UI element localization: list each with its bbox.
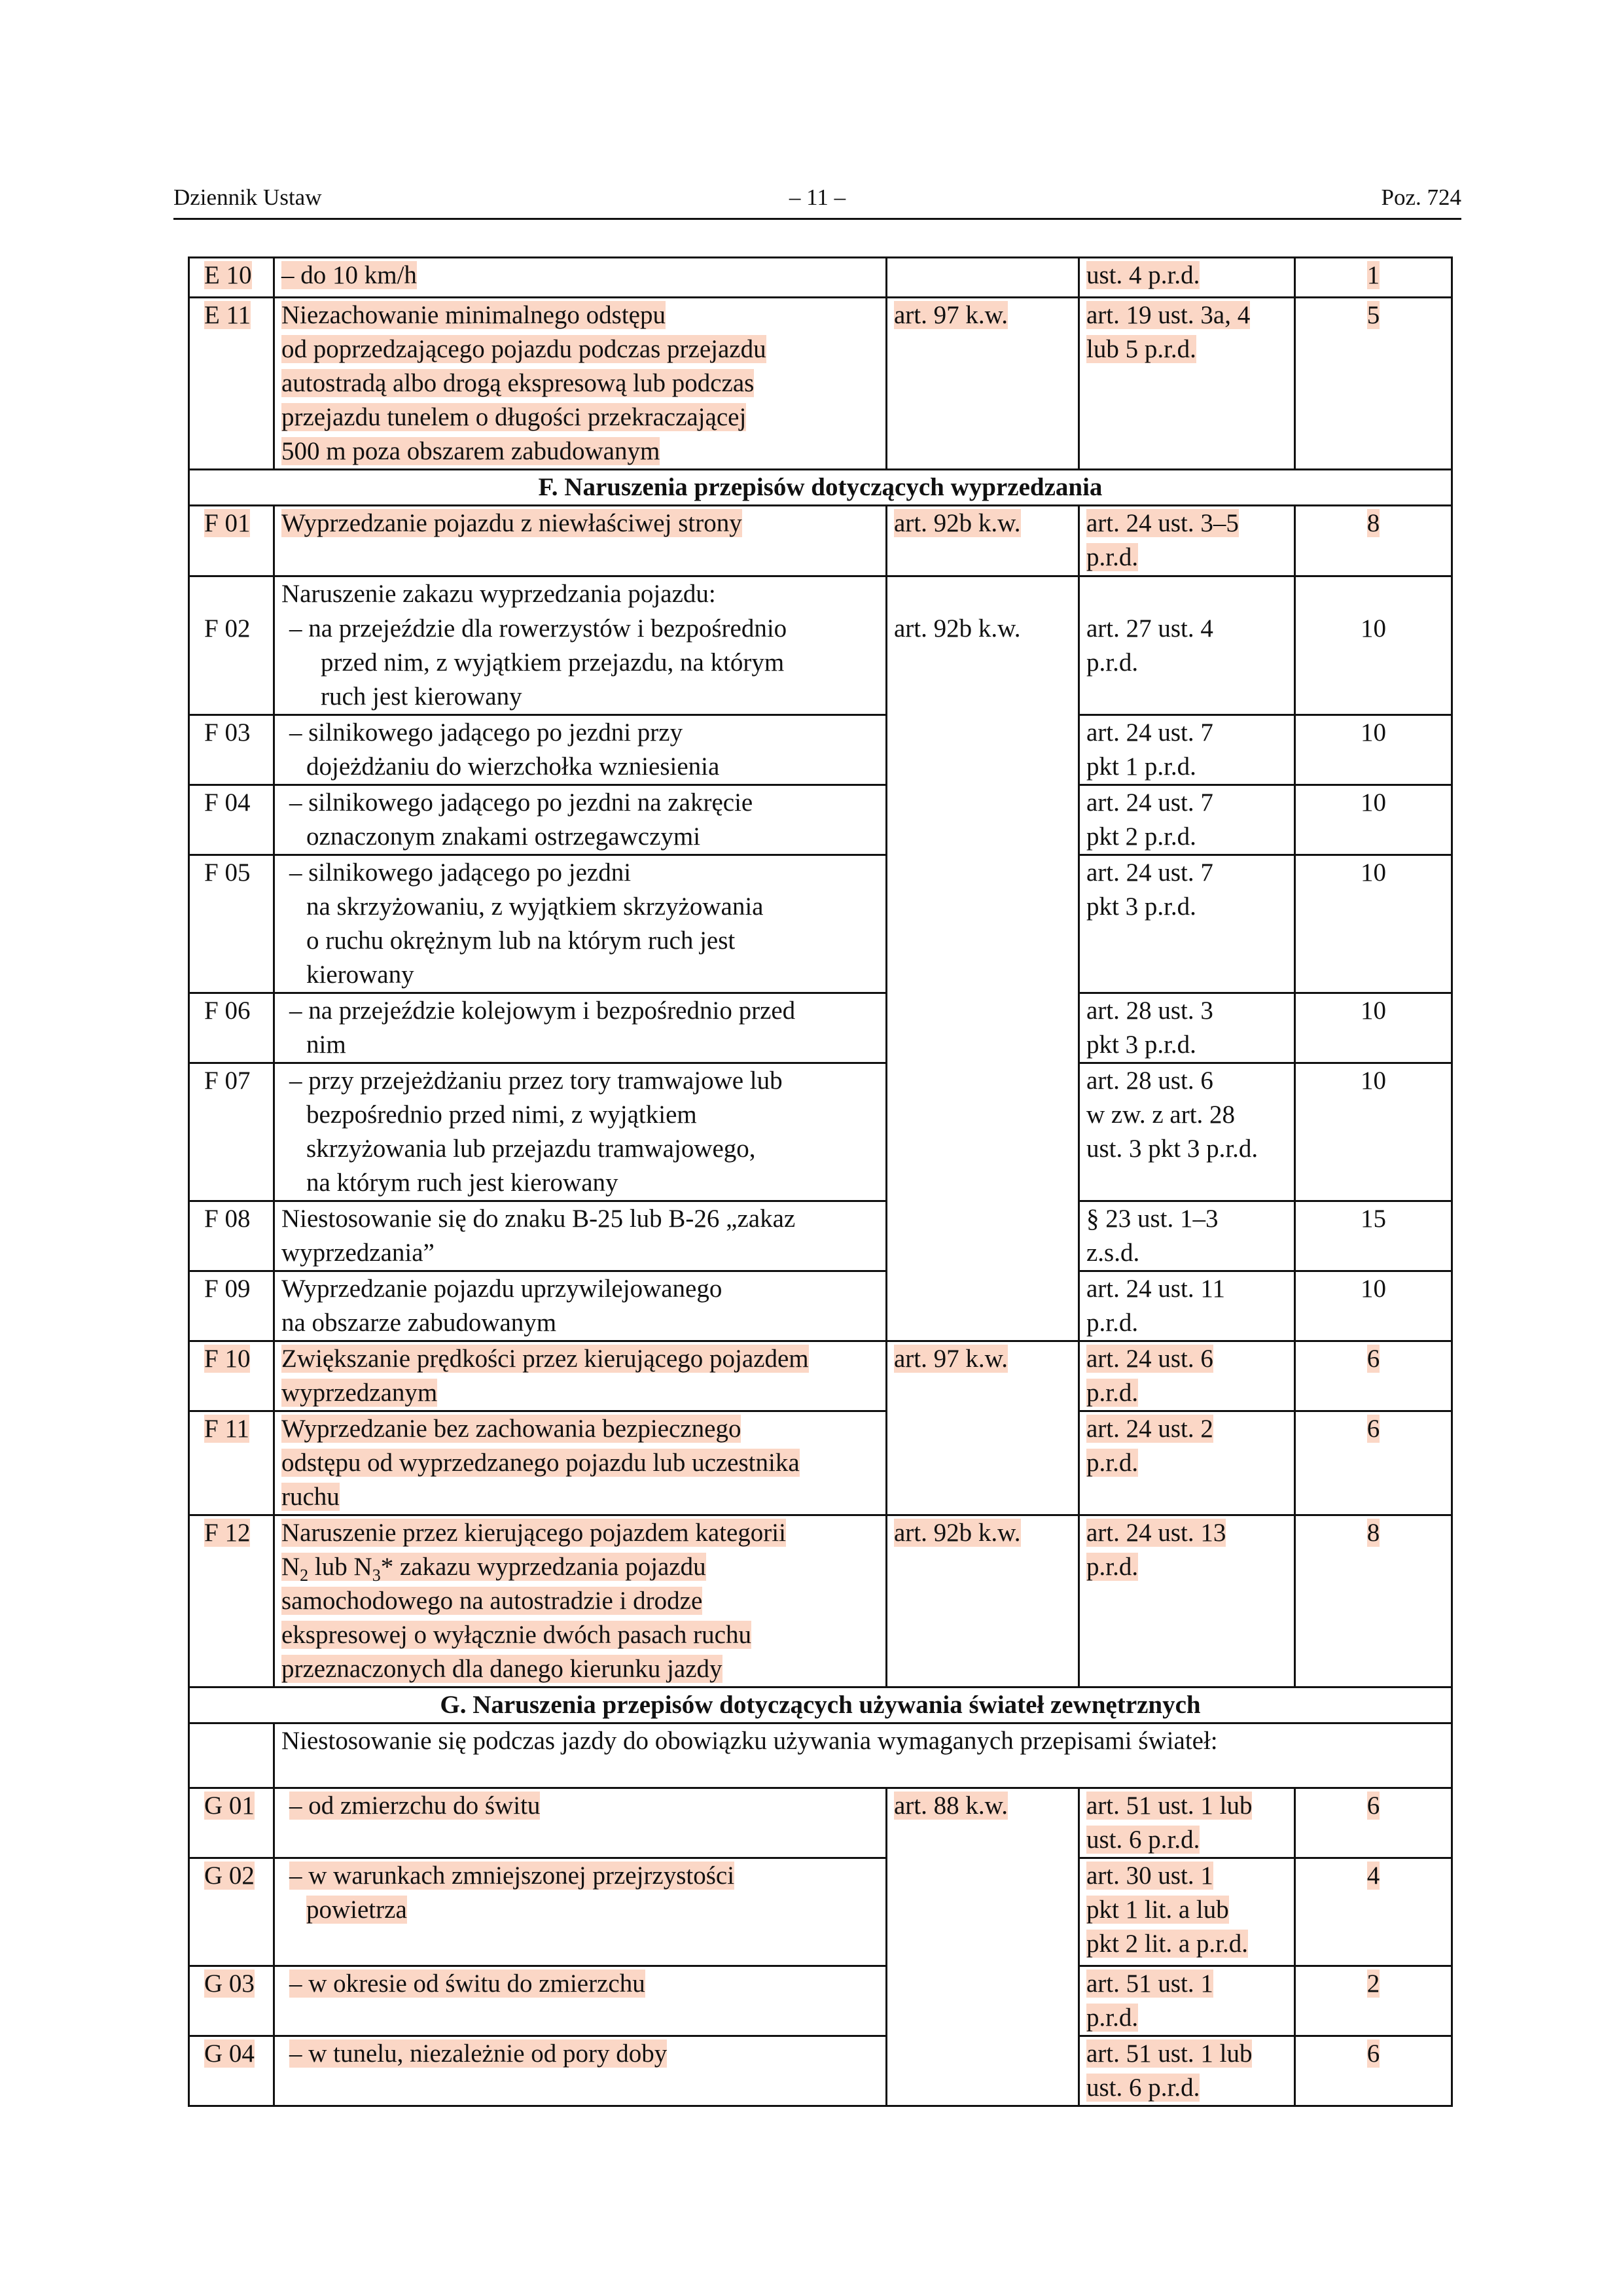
description-cell: – w tunelu, niezależnie od pory doby [274,2036,887,2106]
description-cell: – na przejeździe kolejowym i bezpośrednio przed nim [274,993,887,1063]
description-cell: – silnikowego jadącego po jezdni na skrzyżowaniu, z wyjątkiem skrzyżowania o ruchu okrężnym lub na którym ruch jest kierowany [274,855,887,993]
kw-cell [887,1271,1079,1341]
table-row [189,1201,1452,1271]
points-cell: 6 [1295,1788,1452,1858]
points-cell: 10 [1295,612,1452,715]
code-cell: E 10 [189,258,274,298]
prd-cell: art. 27 ust. 4 p.r.d. [1079,612,1295,715]
code-cell: F 02 [189,612,274,715]
kw-cell: art. 92b k.w. [887,506,1079,576]
points-cell: 6 [1295,2036,1452,2106]
kw-cell [887,1201,1079,1271]
points-cell: 10 [1295,855,1452,993]
points-cell: 6 [1295,1411,1452,1515]
table-row [189,612,1452,715]
page-number: – 11 – [789,185,846,210]
code-cell: F 09 [189,1271,274,1341]
table-row [189,1271,1452,1341]
prd-cell: art. 19 ust. 3a, 4 lub 5 p.r.d. [1079,298,1295,470]
points-cell: 1 [1295,258,1452,298]
description-cell: – na przejeździe dla rowerzystów i bezpośrednio przed nim, z wyjątkiem przejazdu, na którym ruch jest kierowany [274,612,887,715]
table-row [189,298,1452,470]
description-cell: Niestosowanie się do znaku B-25 lub B-26 „zakaz wyprzedzania” [274,1201,887,1271]
code-cell: E 11 [189,298,274,470]
section-row [189,470,1452,506]
points-cell: 5 [1295,298,1452,470]
table-row [189,993,1452,1063]
intro-text: Niestosowanie się podczas jazdy do obowiązku używania wymaganych przepisami świateł: [274,1723,1452,1788]
table-row [189,506,1452,576]
prd-cell: art. 24 ust. 2 p.r.d. [1079,1411,1295,1515]
table-row [189,1966,1452,2036]
violations-table [188,256,1453,2107]
code-cell: F 07 [189,1063,274,1201]
code-cell: F 04 [189,785,274,855]
table-row [189,1341,1452,1411]
prd-cell: art. 24 ust. 11 p.r.d. [1079,1271,1295,1341]
points-cell: 2 [1295,1966,1452,2036]
prd-cell: art. 24 ust. 7 pkt 3 p.r.d. [1079,855,1295,993]
kw-cell: art. 97 k.w. [887,298,1079,470]
prd-cell: art. 24 ust. 7 pkt 1 p.r.d. [1079,715,1295,785]
description-cell: Niezachowanie minimalnego odstępu od poprzedzającego pojazdu podczas przejazdu autostradą albo drogą ekspresową lub podczas przejazdu tunelem o długości przekraczającej 500 m poza obszarem zabudowanym [274,298,887,470]
code-cell [189,576,274,612]
description-cell: Zwiększanie prędkości przez kierującego pojazdem wyprzedzanym [274,1341,887,1411]
kw-cell [887,785,1079,855]
table-row [189,258,1452,298]
description-cell: – silnikowego jadącego po jezdni na zakręcie oznaczonym znakami ostrzegawczymi [274,785,887,855]
description-cell: – w warunkach zmniejszonej przejrzystości powietrza [274,1858,887,1966]
kw-cell: art. 97 k.w. [887,1341,1079,1411]
code-cell [189,1723,274,1788]
prd-cell [1079,576,1295,612]
kw-cell: art. 88 k.w. [887,1788,1079,1858]
points-cell: 8 [1295,1515,1452,1687]
kw-cell [887,1411,1079,1515]
prd-cell: art. 24 ust. 3–5 p.r.d. [1079,506,1295,576]
points-cell: 10 [1295,715,1452,785]
page-header [173,185,1461,217]
table-row [189,1788,1452,1858]
code-cell: F 05 [189,855,274,993]
code-cell: F 06 [189,993,274,1063]
description-cell: – przy przejeżdżaniu przez tory tramwajowe lub bezpośrednio przed nimi, z wyjątkiem skrzyżowania lub przejazdu tramwajowego, na którym ruch jest kierowany [274,1063,887,1201]
prd-cell: art. 30 ust. 1 pkt 1 lit. a lub pkt 2 lit. a p.r.d. [1079,1858,1295,1966]
prd-cell: ust. 4 p.r.d. [1079,258,1295,298]
table-row [189,1515,1452,1687]
code-cell: G 04 [189,2036,274,2106]
table-row [189,1063,1452,1201]
journal-name: Dziennik Ustaw [173,185,322,210]
points-cell: 10 [1295,1063,1452,1201]
section-f-heading: F. Naruszenia przepisów dotyczących wyprzedzania [189,470,1452,506]
kw-cell: art. 92b k.w. [887,612,1079,715]
prd-cell: art. 51 ust. 1 lub ust. 6 p.r.d. [1079,1788,1295,1858]
kw-cell: art. 92b k.w. [887,1515,1079,1687]
prd-cell: § 23 ust. 1–3 z.s.d. [1079,1201,1295,1271]
kw-cell [887,258,1079,298]
prd-cell: art. 24 ust. 7 pkt 2 p.r.d. [1079,785,1295,855]
table-row [189,1723,1452,1788]
points-cell [1295,576,1452,612]
position-number: Poz. 724 [1381,185,1461,210]
kw-cell [887,2036,1079,2106]
kw-cell [887,993,1079,1063]
kw-cell [887,855,1079,993]
prd-cell: art. 51 ust. 1 lub ust. 6 p.r.d. [1079,2036,1295,2106]
code-cell: G 02 [189,1858,274,1966]
kw-cell [887,1858,1079,1966]
intro-text: Naruszenie zakazu wyprzedzania pojazdu: [274,576,887,612]
code-cell: F 03 [189,715,274,785]
description-cell: – w okresie od świtu do zmierzchu [274,1966,887,2036]
points-cell: 8 [1295,506,1452,576]
code-cell: F 11 [189,1411,274,1515]
table-row [189,785,1452,855]
table-row [189,1411,1452,1515]
code-cell: F 12 [189,1515,274,1687]
prd-cell: art. 28 ust. 6 w zw. z art. 28 ust. 3 pkt 3 p.r.d. [1079,1063,1295,1201]
points-cell: 15 [1295,1201,1452,1271]
points-cell: 4 [1295,1858,1452,1966]
points-cell: 10 [1295,993,1452,1063]
code-cell: F 01 [189,506,274,576]
description-cell: Wyprzedzanie bez zachowania bezpiecznego odstępu od wyprzedzanego pojazdu lub uczestnika ruchu [274,1411,887,1515]
kw-cell [887,715,1079,785]
description-cell: – silnikowego jadącego po jezdni przy dojeżdżaniu do wierzchołka wzniesienia [274,715,887,785]
prd-cell: art. 24 ust. 6 p.r.d. [1079,1341,1295,1411]
kw-cell [887,576,1079,612]
section-g-heading: G. Naruszenia przepisów dotyczących używania świateł zewnętrznych [189,1687,1452,1723]
table-row [189,715,1452,785]
prd-cell: art. 28 ust. 3 pkt 3 p.r.d. [1079,993,1295,1063]
description-cell: Wyprzedzanie pojazdu uprzywilejowanego na obszarze zabudowanym [274,1271,887,1341]
table-row [189,1858,1452,1966]
code-cell: G 01 [189,1788,274,1858]
table-row [189,2036,1452,2106]
points-cell: 6 [1295,1341,1452,1411]
kw-cell [887,1063,1079,1201]
kw-cell [887,1966,1079,2036]
table-row [189,855,1452,993]
code-cell: F 10 [189,1341,274,1411]
description-cell: – od zmierzchu do świtu [274,1788,887,1858]
section-row [189,1687,1452,1723]
points-cell: 10 [1295,1271,1452,1341]
prd-cell: art. 51 ust. 1 p.r.d. [1079,1966,1295,2036]
description-cell: Wyprzedzanie pojazdu z niewłaściwej strony [274,506,887,576]
code-cell: G 03 [189,1966,274,2036]
table-row [189,576,1452,612]
header-rule [173,218,1461,220]
description-cell: – do 10 km/h [274,258,887,298]
prd-cell: art. 24 ust. 13 p.r.d. [1079,1515,1295,1687]
points-cell: 10 [1295,785,1452,855]
code-cell: F 08 [189,1201,274,1271]
description-cell: Naruszenie przez kierującego pojazdem kategorii $N_2$ lub $N_3*$ zakazu wyprzedzania pojazdu samochodowego na autostradzie i drodze ekspresowej o wyłącznie dwóch pasach ruchu przeznaczonych dla danego kierunku jazdy [274,1515,887,1687]
